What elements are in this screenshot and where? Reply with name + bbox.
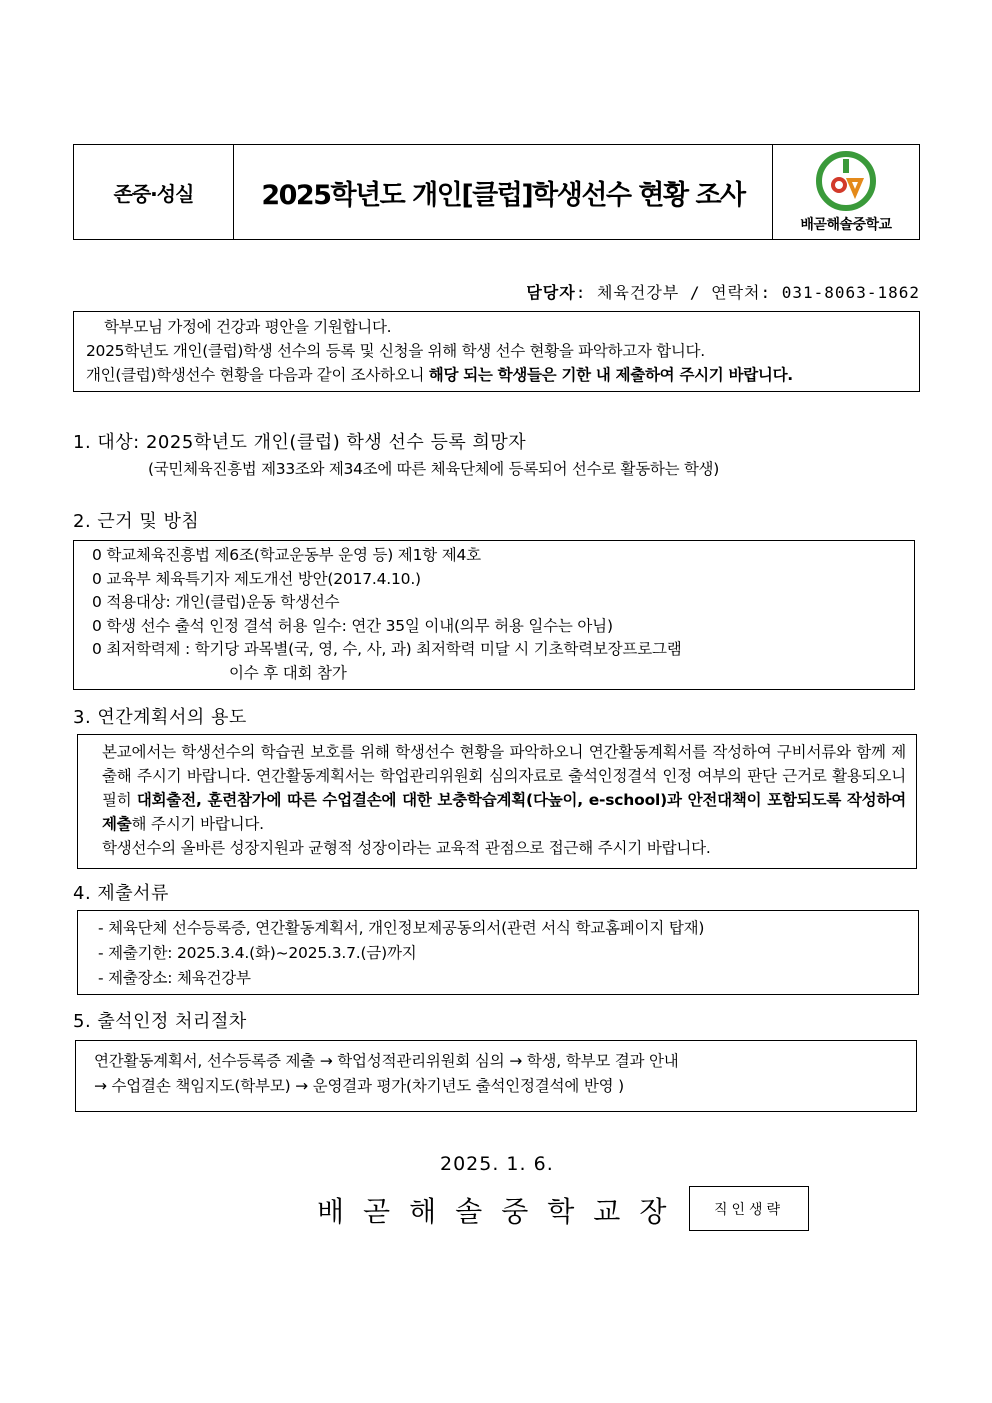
seal-omitted-box: 직인생략 — [689, 1186, 809, 1231]
section-5-line-1: 연간활동계획서, 선수등록증 제출 → 학업성적관리위원회 심의 → 학생, 학부모 결과 안내 — [94, 1052, 679, 1070]
intro-line-1: 학부모님 가정에 건강과 평안을 기원합니다. — [104, 318, 392, 336]
principal-name: 배곧해솔중학교장 — [317, 1195, 686, 1228]
section-3-p1-bold: 대회출전, 훈련참가에 따른 수업결손에 대한 보충학습계획(다높이, e-school)과 안전대책이 포함되도록 작성하여 제출 — [102, 791, 906, 833]
section-5-box — [75, 1040, 917, 1112]
contact-line — [526, 280, 920, 303]
section-2-item: 0 교육부 체육특기자 제도개선 방안(2017.4.10.) — [92, 569, 421, 588]
section-2-box — [73, 540, 915, 690]
section-5-title: 5. 출석인정 처리절차 — [73, 1011, 247, 1032]
section-2-item: 0 적용대상: 개인(클럽)운동 학생선수 — [92, 593, 340, 611]
intro-line-3-bold: 해당 되는 학생들은 기한 내 제출하여 주시기 바랍니다. — [428, 366, 793, 384]
section-3-paragraph-1 — [86, 740, 906, 836]
school-logo-text: 배곧해솔중학교 — [800, 217, 892, 233]
intro-line-3-plain: 개인(클럽)학생선수 현황을 다음과 같이 조사하오니 — [86, 366, 429, 384]
section-2-item: 0 최저학력제 : 학기당 과목별(국, 영, 수, 사, 과) 최저학력 미달 시 기초학력보장프로그램 — [92, 640, 682, 658]
section-3-p1-end: 해 주시기 바랍니다. — [131, 815, 264, 833]
intro-line-3 — [86, 363, 909, 387]
school-logo — [773, 145, 919, 239]
section-5-line-2: → 수업결손 책임지도(학부모) → 운영결과 평가(차기년도 출석인정결석에 반영 ) — [94, 1077, 624, 1095]
section-2-title: 2. 근거 및 방침 — [73, 511, 200, 532]
section-4-title: 4. 제출서류 — [73, 883, 169, 904]
section-2-item: 0 학생 선수 출석 인정 결석 허용 일수: 연간 35일 이내(의무 허용 일수는 아님) — [92, 616, 613, 635]
document-date: 2025. 1. 6. — [440, 1153, 554, 1175]
section-4-item: - 체육단체 선수등록증, 연간활동계획서, 개인정보제공동의서(관련 서식 학교홈페이지 탑재) — [98, 919, 705, 937]
intro-line-2: 2025학년도 개인(클럽)학생 선수의 등록 및 신청을 위해 학생 선수 현황을 파악하고자 합니다. — [86, 342, 705, 360]
section-1-note: (국민체육진흥법 제33조와 제34조에 따른 체육단체에 등록되어 선수로 활동하는 학생) — [148, 460, 719, 478]
school-emblem-icon — [815, 150, 877, 212]
header-table — [73, 144, 920, 240]
section-4-box — [77, 910, 919, 995]
contact-text: : 체육건강부 / 연락처: 031-8063-1862 — [575, 283, 920, 302]
section-2-item-continued: 이수 후 대회 참가 — [229, 663, 347, 682]
section-1-title: 1. 대상: 2025학년도 개인(클럽) 학생 선수 등록 희망자 — [73, 432, 527, 453]
school-motto: 존중·성실 — [74, 145, 234, 239]
intro-box — [73, 311, 920, 392]
contact-label: 담당자 — [526, 283, 576, 302]
section-4-item: - 제출장소: 체육건강부 — [98, 969, 251, 987]
section-3-title: 3. 연간계획서의 용도 — [73, 707, 247, 728]
section-3-box — [77, 734, 917, 869]
document-title: 2025학년도 개인[클럽]학생선수 현황 조사 — [234, 145, 773, 239]
section-2-item: 0 학교체육진흥법 제6조(학교운동부 운영 등) 제1항 제4호 — [92, 546, 481, 564]
section-3-p1-text: 본교에서는 학생선수의 학습권 보호를 위해 학생선수 현황을 파악하오니 연간활동계획서를 작성하여 구비서류와 함께 제출해 주시기 바랍니다. 연간활동계획서는 학업관리위원회 심의자료로 출석인정결석 인정 여부의 판단 근거로 활용되오니 필히 — [102, 743, 906, 809]
section-3-paragraph-2: 학생선수의 올바른 성장지원과 균형적 성장이라는 교육적 관점으로 접근해 주시기 바랍니다. — [102, 839, 711, 857]
section-4-item: - 제출기한: 2025.3.4.(화)~2025.3.7.(금)까지 — [98, 944, 417, 962]
